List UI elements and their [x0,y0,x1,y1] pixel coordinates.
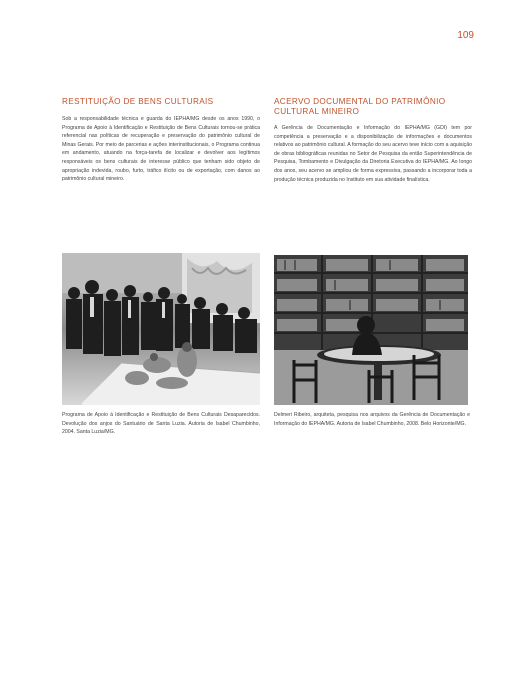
photo-library-archive-image [274,255,468,405]
section-heading-acervo: ACERVO DOCUMENTAL DO PATRIMÔNIO CULTURAL MINEIRO [274,97,446,116]
photo-library-archive [274,255,468,405]
paragraph-restituicao: Sob a responsabilidade técnica e guarda do IEPHA/MG desde os anos 1990, o Programa de Apoio à Identificação e Restituição de Bens Culturais tornou-se prática referencial nas políticas de recuperação e preservação do patrimônio cultural de Minas Gerais. Por meio de parcerias e ações interinstitucionais, o Programa continua em andamento, atuando na força-tarefa de localizar e devolver aos legítimos responsáveis os bens culturais de interesse público que tenham sido objeto de apropriação indevida, roubo, furto, tráfico ilícito ou de exportação, com danos ao patrimônio cultural mineiro. [62,116,260,183]
page-number: 109 [457,30,474,41]
caption-library-photo: Delmeri Ribeiro, arquiteta, pesquisa nos arquivos da Gerência de Documentação e Informação do IEPHA/MG. Autoria de Isabel Chumbinho, 2008. Belo Horizonte/MG. [274,412,470,427]
section-heading-restituicao: RESTITUIÇÃO DE BENS CULTURAIS [62,97,214,106]
photo-restitution-ceremony-image [62,253,260,405]
caption-restitution-photo: Programa de Apoio à Identificação e Restituição de Bens Culturais Desaparecidos. Devolução dos anjos do Santuário de Santa Luzia. Autoria de Isabel Chumbinho, 2004. Santa Luzia/MG. [62,412,260,436]
photo-restitution-ceremony [62,253,260,405]
paragraph-acervo: A Gerência de Documentação e Informação do IEPHA/MG (GDI) tem por competência a preservação e a disponibilização de informações e documentos relativos ao patrimônio cultural. A formação do seu acervo teve início com a aquisição de obras bibliográficas reunidas no Setor de Pesquisa da então Superintendência de Pesquisa, Tombamento e Divulgação da Diretoria Executiva do IEPHA/MG. Ao longo dos anos, seu acervo se ampliou de forma expressiva, passando a incorporar toda a produção técnica produzida no Instituto em sua atividade finalística. [274,125,472,183]
